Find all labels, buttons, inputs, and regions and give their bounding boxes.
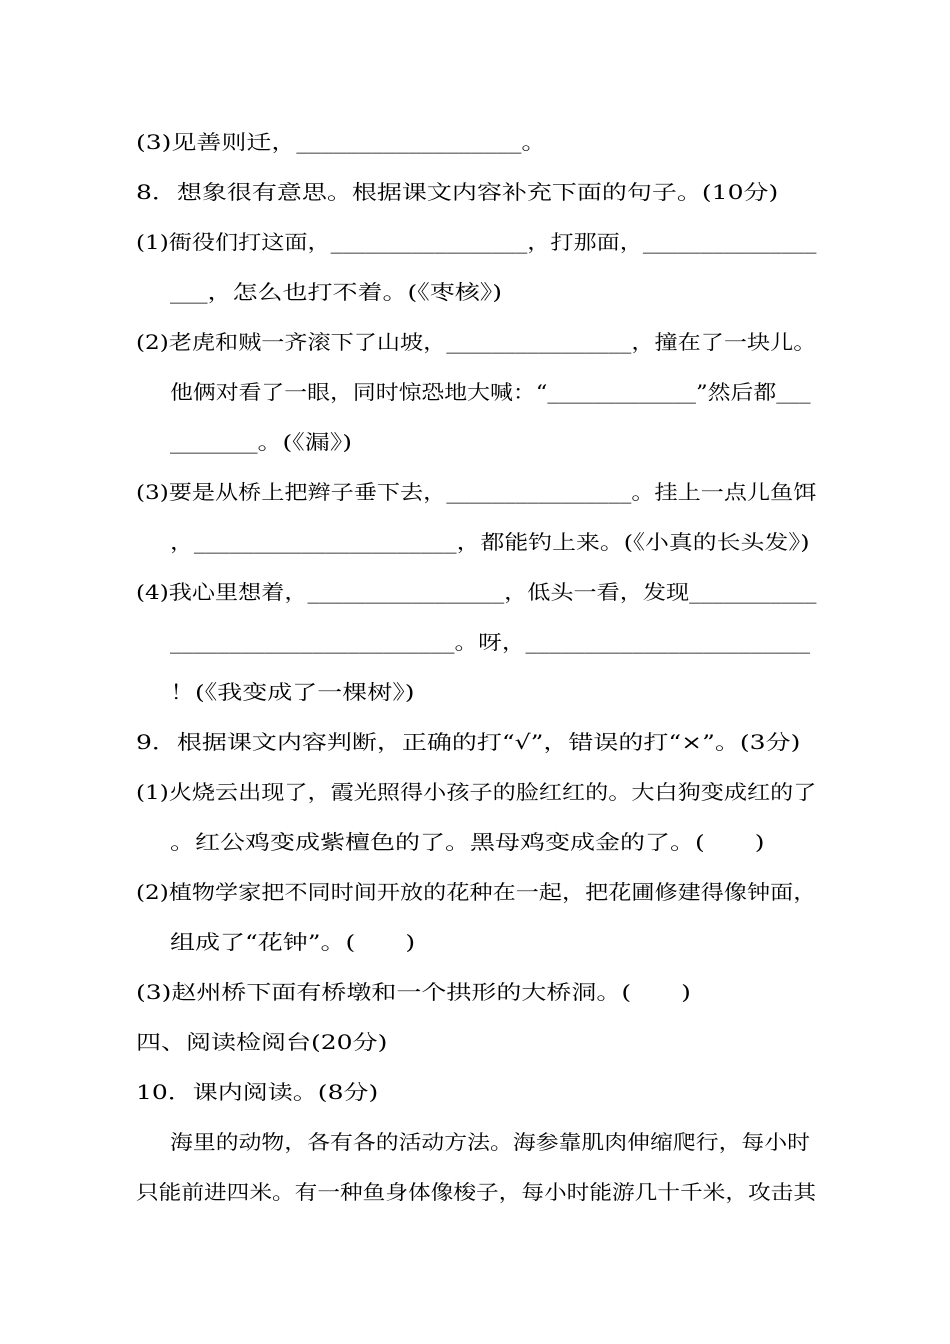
question-8-item-2: (2)老虎和贼一齐滚下了山坡，________________，撞在了一块儿。 — [136, 330, 817, 354]
question-8-item-1: (1)衙役们打这面，_________________，打那面，_______________ — [136, 230, 817, 254]
reading-passage-line-2: 只能前进四米。有一种鱼身体像梭子，每小时能游几十千米，攻击其 — [136, 1180, 816, 1204]
question-9-item-1: (1)火烧云出现了，霞光照得小孩子的脸红红的。大白狗变成红的了 — [136, 780, 817, 804]
question-9-heading: 9．根据课文内容判断，正确的打“√”，错误的打“×”。(3分) — [136, 730, 801, 754]
question-8-item-3-continued: ，______________________，都能钓上来。(《小真的长头发》) — [170, 530, 810, 554]
section-4-heading: 四、阅读检阅台(20分) — [136, 1030, 388, 1054]
question-8-item-2-continued-2: _______。(《漏》) — [170, 430, 353, 454]
question-9-item-2-continued: 组成了“花钟”。( ) — [170, 930, 416, 954]
question-9-item-3: (3)赵州桥下面有桥墩和一个拱形的大桥洞。( ) — [136, 980, 691, 1004]
question-10-heading: 10．课内阅读。(8分) — [136, 1080, 379, 1104]
question-9-item-2: (2)植物学家把不同时间开放的花种在一起，把花圃修建得像钟面， — [136, 880, 817, 904]
question-8-item-4: (4)我心里想着，_________________，低头一看，发现___________ — [136, 580, 817, 604]
question-8-item-3: (3)要是从桥上把辫子垂下去，________________。挂上一点儿鱼饵 — [136, 480, 817, 504]
question-7-item-3: (3)见善则迁，__________________。 — [136, 130, 547, 154]
question-8-item-2-continued: 他俩对看了一眼，同时惊恐地大喊：“_____________”然后都___ — [170, 380, 811, 404]
question-8-heading: 8．想象很有意思。根据课文内容补充下面的句子。(10分) — [136, 180, 779, 204]
question-8-item-4-continued-2: ！(《我变成了一棵树》) — [170, 680, 415, 704]
question-8-item-4-continued: ________________________。呀，________________________ — [170, 630, 810, 654]
question-9-item-1-continued: 。红公鸡变成紫檀色的了。黑母鸡变成金的了。( ) — [170, 830, 765, 854]
reading-passage-line-1: 海里的动物，各有各的活动方法。海参靠肌肉伸缩爬行，每小时 — [170, 1130, 810, 1154]
question-8-item-1-continued: ___，怎么也打不着。(《枣核》) — [170, 280, 503, 304]
